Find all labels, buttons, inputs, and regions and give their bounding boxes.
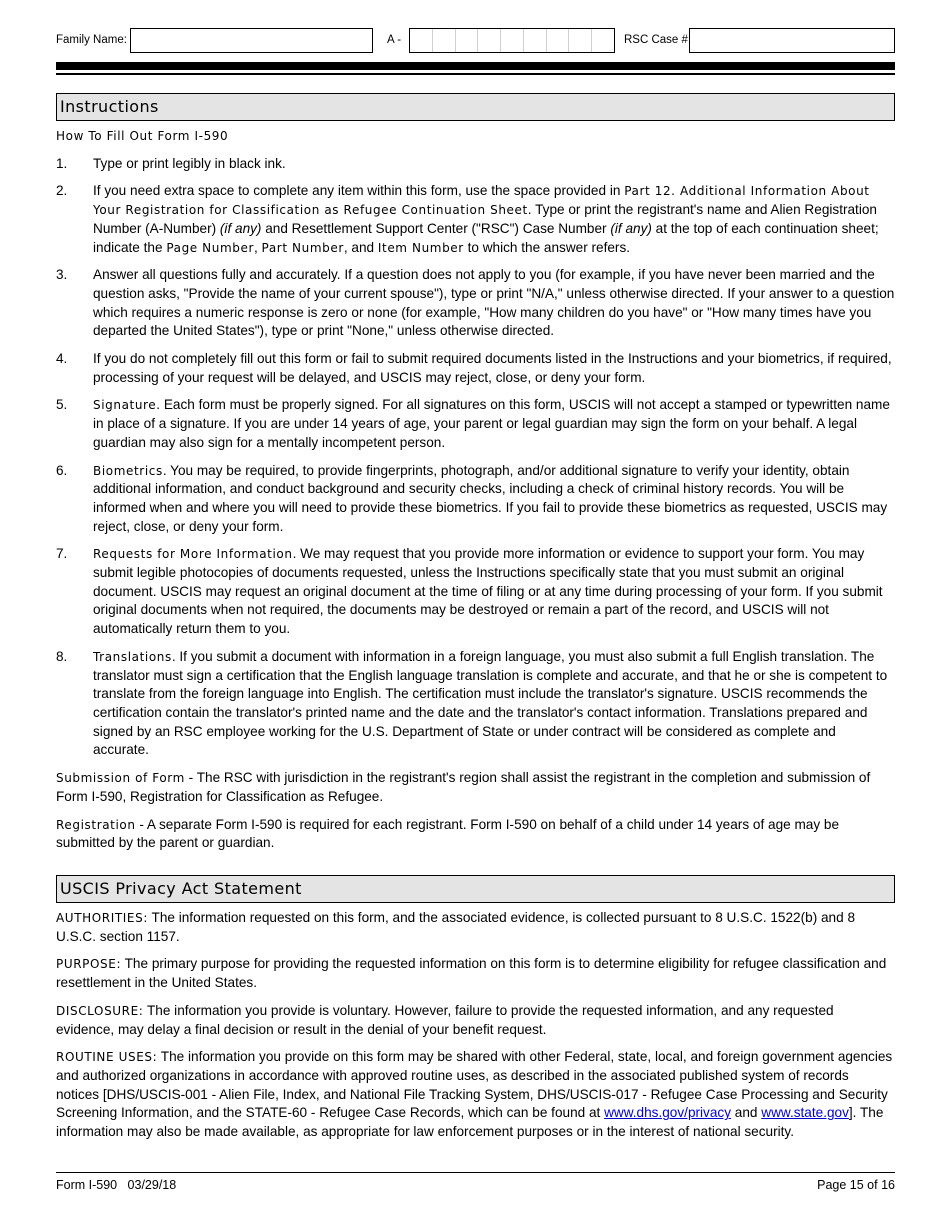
instructions-section-title: Instructions xyxy=(56,93,895,121)
list-item: 8. Translations. If you submit a document with information in a foreign language, you must also submit a full English translation. The translator must sign a certification that the English language translation is complete and accurate, and that he or she is competent to translate from the foreign language into English. The certification must include the translator's signature. USCIS recommends the certification contain the translator's printed name and the date and the translator's contact information. Translations prepared and signed by an RSC employee working for the U.S. Department of State or under contract will be considered as complete and accurate. xyxy=(56,648,888,758)
a-number-label: A - xyxy=(387,34,402,46)
instructions-body xyxy=(56,127,895,862)
family-name-label: Family Name: xyxy=(56,34,127,46)
dhs-privacy-link[interactable]: www.dhs.gov/privacy xyxy=(604,1105,732,1121)
header-divider-thin xyxy=(56,73,895,75)
purpose-paragraph: PURPOSE: The primary purpose for providing the requested information on this form is to determine eligibility for refugee classification and resettlement in the United States. xyxy=(56,956,887,991)
state-gov-link[interactable]: www.state.gov xyxy=(761,1105,849,1121)
rsc-case-input[interactable] xyxy=(689,28,895,53)
privacy-body xyxy=(56,909,895,1151)
family-name-input[interactable] xyxy=(130,28,373,53)
registration-paragraph: Registration - A separate Form I-590 is required for each registrant. Form I-590 on behalf of a child under 14 years of age may be submitted by the parent or guardian. xyxy=(56,816,840,851)
list-item: 3. Answer all questions fully and accurately. If a question does not apply to you (for example, if you have never been married and the question asks, "Provide the name of your current spouse"), type or print "N/A," unless otherwise directed. If your answer to a question which requires a numeric response is zero or none (for example, "How many children do you have" or "How many times have you departed the United States"), type or print "None," unless otherwise directed. xyxy=(56,267,895,339)
list-item: 4. If you do not completely fill out this form or fail to submit required documents listed in the Instructions and your biometrics, if required, processing of your request will be delayed, and USCIS may reject, close, or deny your form. xyxy=(56,351,892,385)
instructions-list xyxy=(56,155,895,760)
a-number-input[interactable] xyxy=(409,28,615,53)
instructions-subtitle: How To Fill Out Form I-590 xyxy=(56,129,229,143)
page-footer xyxy=(56,1178,895,1192)
authorities-paragraph: AUTHORITIES: The information requested on this form, and the associated evidence, is collected pursuant to 8 U.S.C. 1522(b) and 8 U.S.C. section 1157. xyxy=(56,910,856,944)
header-divider-thick xyxy=(56,62,895,70)
routine-uses-paragraph: ROUTINE USES: The information you provide on this form may be shared with other Federal, state, local, and foreign government agencies and authorized organizations in accordance with approved routine uses, as described in the associated published system of records notices [DHS/USCIS-001 - Alien File, Index, and National File Tracking System, DHS/USCIS-017 - Refugee Case Processing and Security Screening Information, and the STATE-60 - Refugee Case Records, which can be found at www.dhs.gov/privacy and www.state.gov]. The information may also be made available, as appropriate for law enforcement purposes or in the interest of national security. xyxy=(56,1049,893,1140)
submission-paragraph: Submission of Form - The RSC with jurisdiction in the registrant's region shall assist the registrant in the completion and submission of Form I-590, Registration for Classification as Refugee. xyxy=(56,770,871,804)
list-item: 6. Biometrics. You may be required, to provide fingerprints, photograph, and/or additional signature to verify your identity, obtain additional information, and conduct background and security checks, including a check of criminal history records. You will be informed when and where you will need to provide these biometrics. If you fail to provide these biometrics as requested, USCIS may reject, close, or deny your form. xyxy=(56,462,888,534)
page-number: Page 15 of 16 xyxy=(817,1178,895,1192)
list-item: 2. If you need extra space to complete any item within this form, use the space provided in Part 12. Additional Information About Your Registration for Classification as Refugee Continuation Sheet. Type or print the registrant's name and Alien Registration Number (A-Number) (if any) and Resettlement Support Center ("RSC") Case Number (if any) at the top of each continuation sheet; indicate the Page Number, Part Number, and Item Number to which the answer refers. xyxy=(56,183,879,255)
form-id: Form I-590 03/29/18 xyxy=(56,1178,177,1192)
list-item: 7. Requests for More Information. We may request that you provide more information or evidence to support your form. You may submit legible photocopies of documents requested, unless the Instructions specifically state that you must submit an original document. USCIS may request an original document at the time of filing or at any time during processing of your form. If you submit original documents when not required, the documents may be destroyed or remain a part of the record, and USCIS will not automatically return them to you. xyxy=(56,546,883,637)
rsc-case-label: RSC Case #: xyxy=(624,34,692,46)
privacy-section-title: USCIS Privacy Act Statement xyxy=(56,875,895,903)
list-item: 5. Signature. Each form must be properly signed. For all signatures on this form, USCIS will not accept a stamped or typewritten name in place of a signature. If you are under 14 years of age, your parent or legal guardian may sign the form on your behalf. A legal guardian may also sign for a mentally incompetent person. xyxy=(56,397,890,450)
list-item: 1. Type or print legibly in black ink. xyxy=(56,155,286,171)
disclosure-paragraph: DISCLOSURE: The information you provide is voluntary. However, failure to provide the requested information, and any requested evidence, may delay a final decision or result in the denial of your benefit request. xyxy=(56,1002,834,1037)
footer-divider xyxy=(56,1172,895,1173)
form-header xyxy=(56,28,895,56)
